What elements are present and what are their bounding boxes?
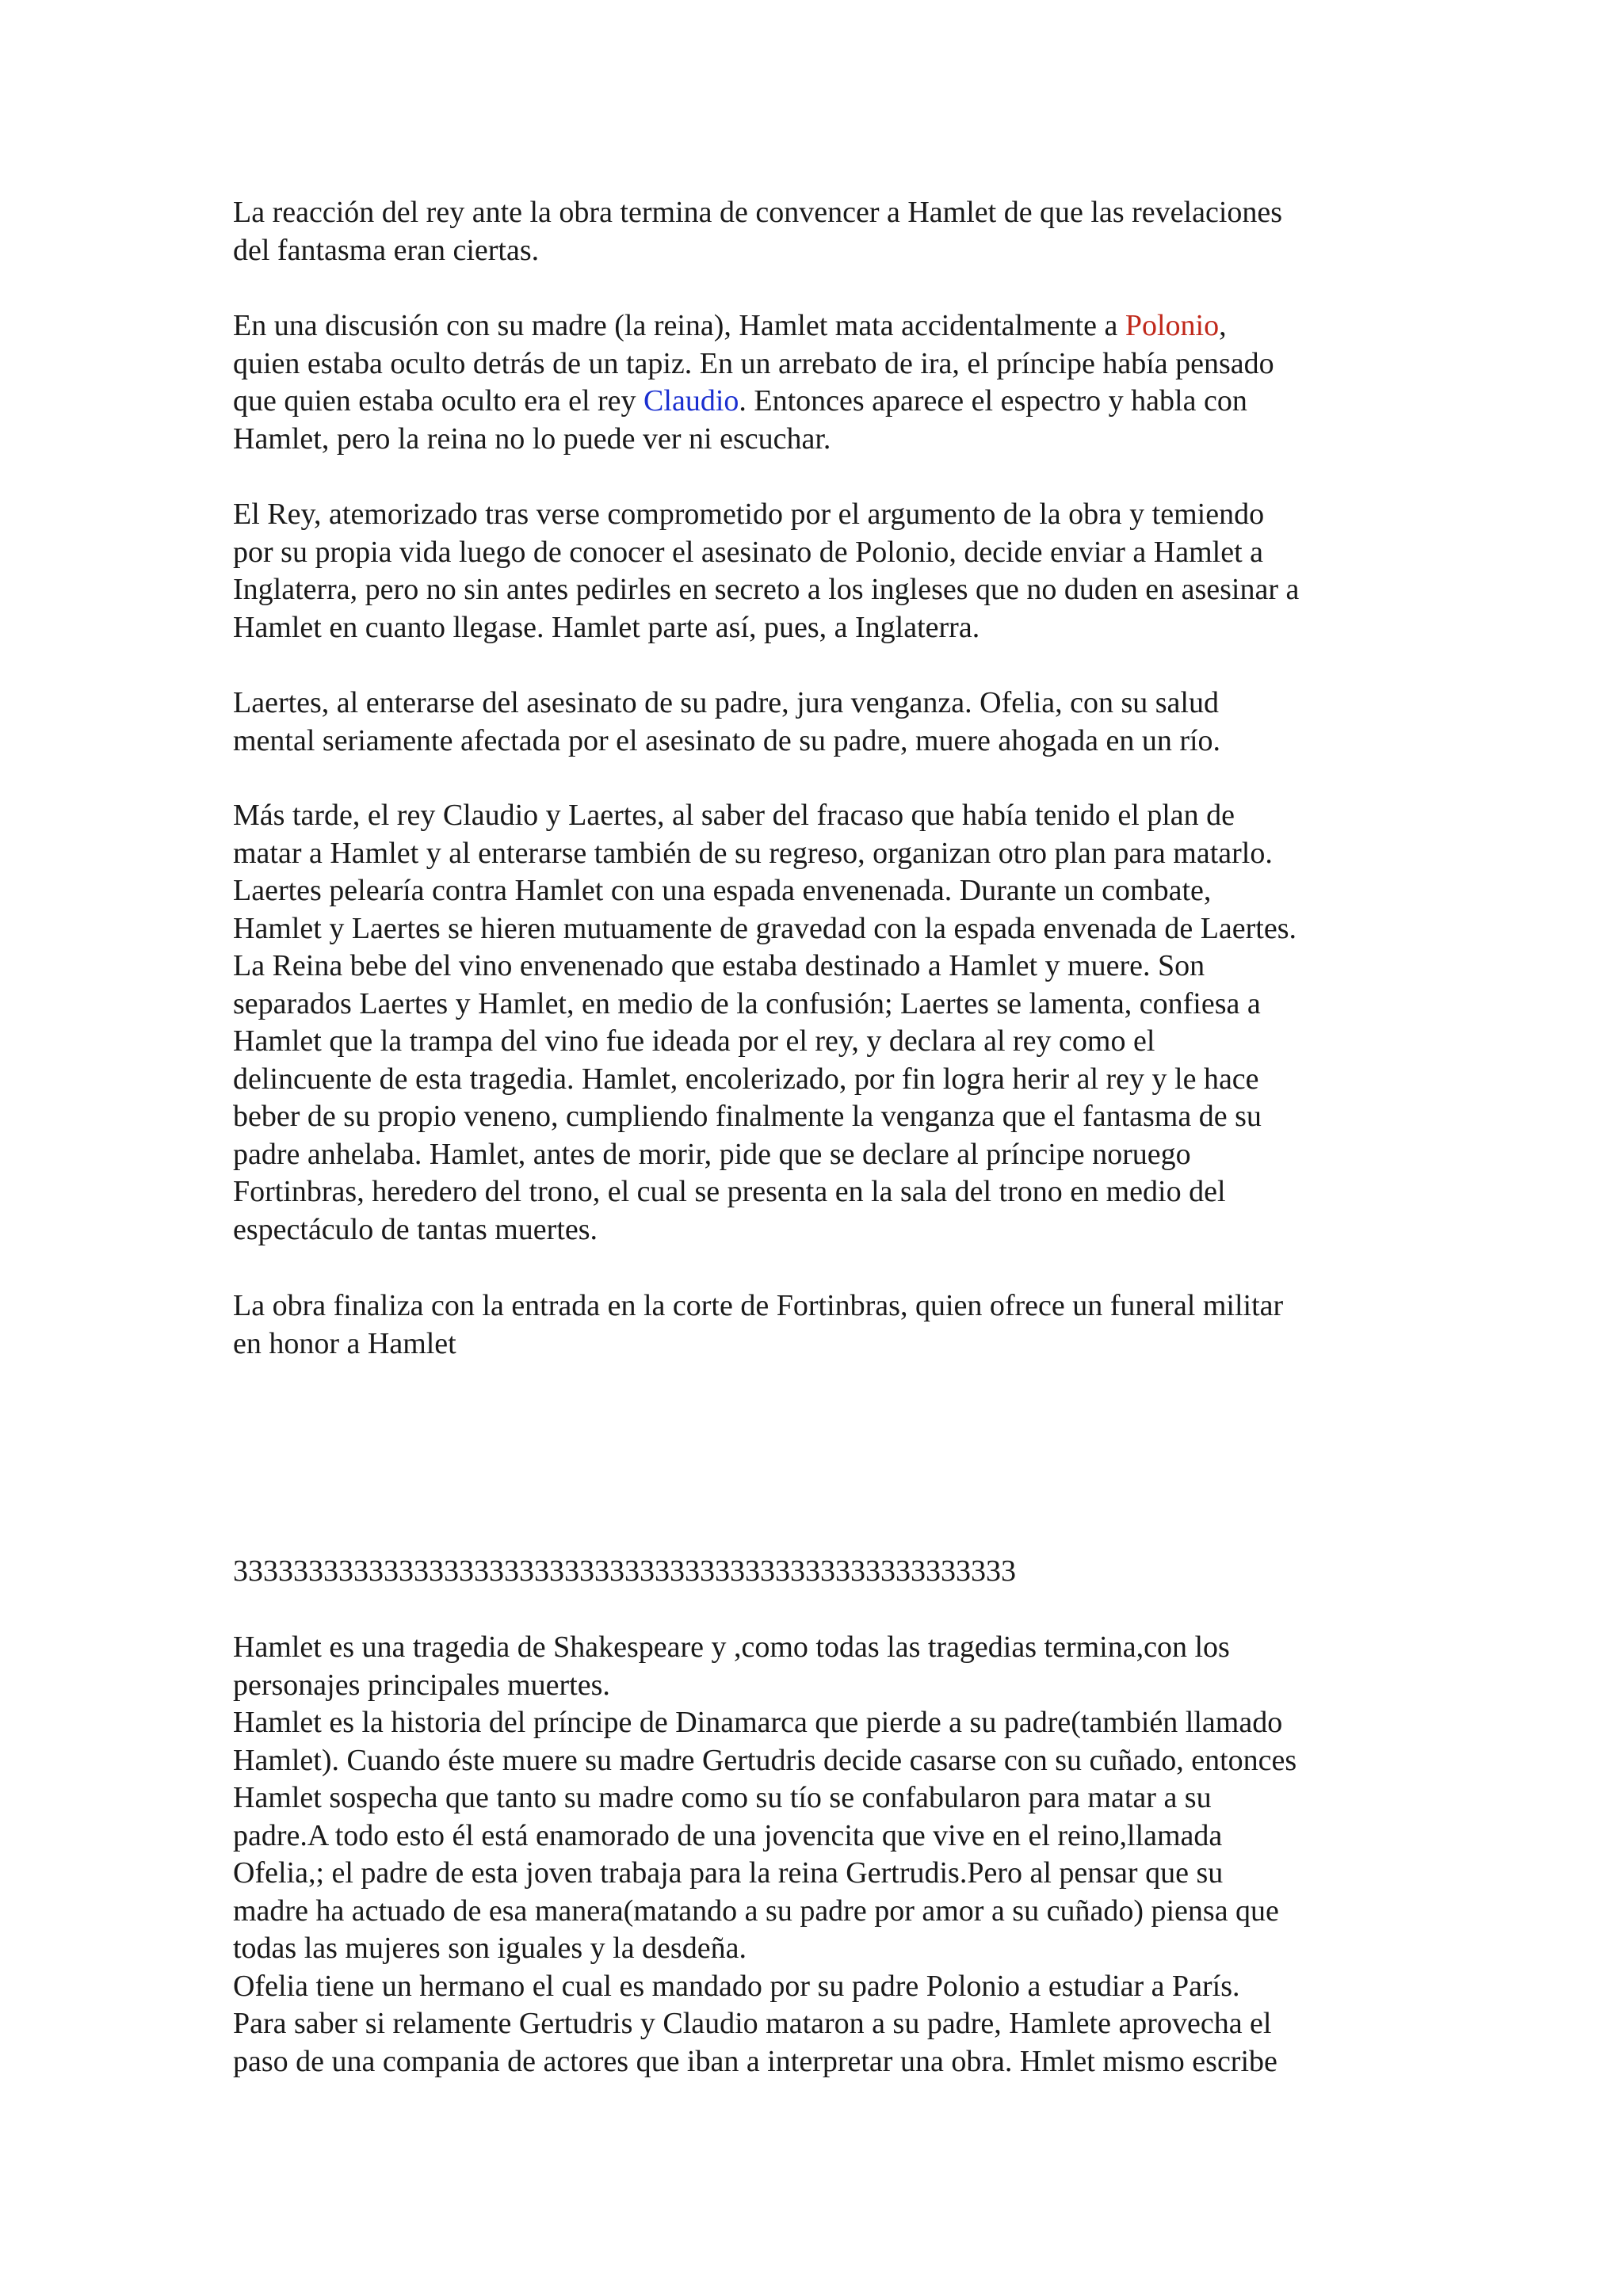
paragraph-line: mental seriamente afectada por el asesinato de su padre, muere ahogada en un río. [233, 723, 1221, 757]
paragraph-line: padre anhelaba. Hamlet, antes de morir, pide que se declare al príncipe noruego [233, 1137, 1191, 1171]
paragraph-line: madre ha actuado de esa manera(matando a su padre por amor a su cuñado) piensa que [233, 1894, 1279, 1928]
paragraph-3 [233, 496, 1406, 646]
paragraph-line: Más tarde, el rey Claudio y Laertes, al saber del fracaso que había tenido el plan de [233, 799, 1235, 832]
paragraph-5 [233, 797, 1406, 1249]
paragraph-line: personajes principales muertes. [233, 1668, 610, 1702]
paragraph-line: La Reina bebe del vino envenenado que estaba destinado a Hamlet y muere. Son [233, 949, 1205, 982]
polonio-link[interactable]: Polonio [1125, 309, 1220, 342]
paragraph-line: Ofelia tiene un hermano el cual es mandado por su padre Polonio a estudiar a París. [233, 1969, 1240, 2003]
paragraph-7 [233, 1629, 1406, 2081]
paragraph-line: Hamlet). Cuando éste muere su madre Gertudris decide casarse con su cuñado, entonces [233, 1743, 1297, 1777]
paragraph-line: matar a Hamlet y al enterarse también de su regreso, organizan otro plan para matarlo. [233, 836, 1273, 870]
paragraph-line: en honor a Hamlet [233, 1326, 456, 1360]
paragraph-line: Ofelia,; el padre de esta joven trabaja para la reina Gertrudis.Pero al pensar que su [233, 1856, 1224, 1890]
paragraph-line [233, 307, 1406, 345]
paragraph-line: separados Laertes y Hamlet, en medio de la confusión; Laertes se lamenta, confiesa a [233, 986, 1261, 1020]
paragraph-line: Fortinbras, heredero del trono, el cual se presenta en la sala del trono en medio del [233, 1175, 1226, 1208]
paragraph-line: espectáculo de tantas muertes. [233, 1212, 598, 1246]
claudio-link[interactable]: Claudio [643, 384, 739, 418]
paragraph-1 [233, 194, 1406, 269]
paragraph-line: Para saber si relamente Gertudris y Claudio mataron a su padre, Hamlete aprovecha el [233, 2007, 1272, 2040]
paragraph-2 [233, 307, 1406, 458]
paragraph-line: padre.A todo esto él está enamorado de una jovencita que vive en el reino,llamada [233, 1818, 1223, 1852]
text-run: En una discusión con su madre (la reina), Hamlet mata accidentalmente a [233, 309, 1125, 342]
paragraph-line: Inglaterra, pero no sin antes pedirles en secreto a los ingleses que no duden en asesinar a [233, 573, 1300, 606]
paragraph-line: delincuente de esta tragedia. Hamlet, encolerizado, por fin logra herir al rey y le hace [233, 1062, 1259, 1096]
paragraph-line: paso de una compania de actores que iban a interpretar una obra. Hmlet mismo escribe [233, 2044, 1277, 2078]
separator-text: 3333333333333333333333333333333333333333333333333333 [233, 1554, 1016, 1588]
paragraph-line: por su propia vida luego de conocer el asesinato de Polonio, decide enviar a Hamlet a [233, 535, 1263, 569]
paragraph-line: Hamlet es la historia del príncipe de Dinamarca que pierde a su padre(también llamado [233, 1706, 1283, 1739]
separator-line [233, 1553, 1406, 1591]
paragraph-line: Hamlet que la trampa del vino fue ideada por el rey, y declara al rey como el [233, 1024, 1155, 1058]
paragraph-line: beber de su propio veneno, cumpliendo finalmente la venganza que el fantasma de su [233, 1100, 1262, 1133]
paragraph-6 [233, 1287, 1406, 1363]
paragraph-line: Hamlet y Laertes se hieren mutuamente de gravedad con la espada envenada de Laertes. [233, 911, 1297, 945]
paragraph-line: Laertes, al enterarse del asesinato de su padre, jura venganza. Ofelia, con su salud [233, 686, 1219, 719]
paragraph-line: del fantasma eran ciertas. [233, 233, 540, 267]
paragraph-line: Laertes pelearía contra Hamlet con una espada envenenada. Durante un combate, [233, 874, 1212, 907]
paragraph-line: Hamlet es una tragedia de Shakespeare y ,como todas las tragedias termina,con los [233, 1630, 1230, 1664]
paragraph-line: Hamlet, pero la reina no lo puede ver ni escuchar. [233, 421, 831, 456]
paragraph-line [233, 383, 1406, 421]
text-run: . Entonces aparece el espectro y habla con [739, 384, 1247, 418]
text-run: que quien estaba oculto era el rey [233, 384, 644, 418]
paragraph-line: La reacción del rey ante la obra termina de convencer a Hamlet de que las revelaciones [233, 196, 1283, 229]
paragraph-line: quien estaba oculto detrás de un tapiz. En un arrebato de ira, el príncipe había pensado [233, 346, 1274, 380]
paragraph-line: Hamlet sospecha que tanto su madre como su tío se confabularon para matar a su [233, 1781, 1212, 1814]
paragraph-line: todas las mujeres son iguales y la desdeña. [233, 1932, 747, 1965]
paragraph-4 [233, 685, 1406, 760]
text-run: , [1219, 309, 1227, 342]
paragraph-line: Hamlet en cuanto llegase. Hamlet parte así, pues, a Inglaterra. [233, 610, 980, 644]
paragraph-line: El Rey, atemorizado tras verse comprometido por el argumento de la obra y temiendo [233, 498, 1265, 531]
paragraph-line: La obra finaliza con la entrada en la corte de Fortinbras, quien ofrece un funeral militar [233, 1289, 1284, 1322]
